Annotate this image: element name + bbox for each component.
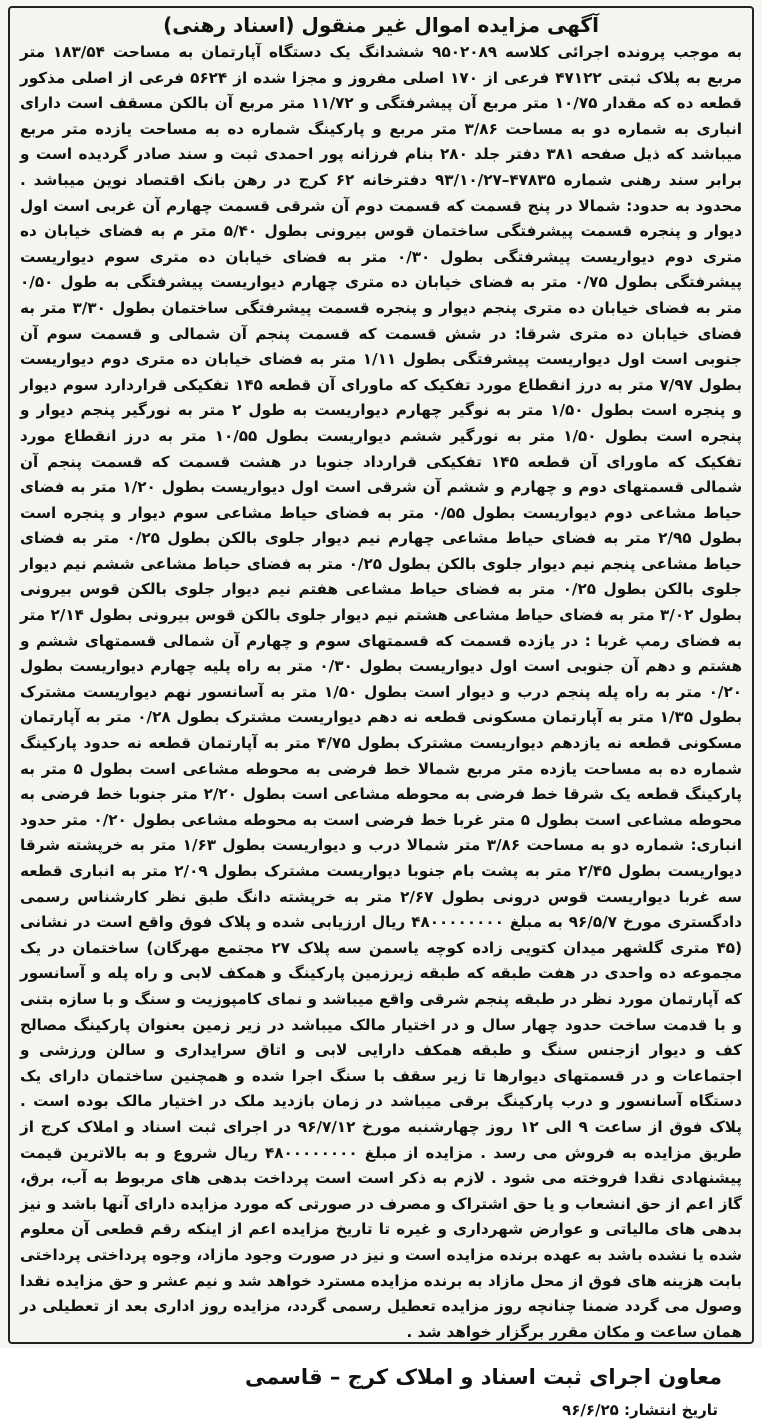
notice-title: آگهی مزایده اموال غیر منقول (اسناد رهنی) [163,13,599,37]
notice-body: به موجب پرونده اجرائی کلاسه ۹۵۰۲۰۸۹ ششدانگ یک دستگاه آپارتمان به مساحت ۱۸۳/۵۴ متر مربع به پلاک ثبتی ۴۷۱۲۲ فرعی از ۱۷۰ اصلی مفروز و مجزا شده از ۵۶۲۴ فرعی از اصلی مذکور قطعه ده که مقدار ۱۰/۷۵ متر مربع آن پیشرفتگی و ۱۱/۷۲ متر مربع آن بالکن مسقف است دارای انباری به شماره دو به مساحت ۳/۸۶ متر مربع و پارکینگ شماره ده به مساحت یازده متر مربع میباشد که ذیل صفحه ۳۸۱ دفتر جلد ۲۸۰ بنام فرزانه پور احمدی ثبت و سند صادر گردیده است و برابر سند رهنی شماره ۴۷۸۳۵–۹۳/۱۰/۲۷ دفترخانه ۶۲ کرج در رهن بانک اقتصاد نوین میباشد . محدود به حدود: شمالا در پنج قسمت که قسمت دوم آن شرقی قسمت چهارم آن غربی است اول دیوار و پنجره قسمت پیشرفتگی ساختمان قوس بیرونی بطول ۵/۴۰ متر م به فضای خیابان ده متری دوم دیواریست پیشرفتگی بطول ۰/۳۰ متر به فضای خیابان ده متری سوم دیواریست پیشرفتگی بطول ۰/۷۵ متر به فضای خیابان ده متری چهارم دیواریست پیشرفتگی به طول ۰/۵۰ متر به فضای خیابان ده متری پنجم دیوار و پنجره قسمت پیشرفتگی ساختمان بطول ۳/۳۰ متر به فضای خیابان ده متری شرقا: در شش قسمت که قسمت پنجم آن شمالی و قسمت سوم آن جنوبی است اول دیواریست پیشرفتگی بطول ۱/۱۱ متر به فضای خیابان ده متری دوم دیواریست بطول ۷/۹۷ متر به درز انقطاع مورد تفکیک که ماورای آن قطعه ۱۴۵ تفکیکی قراردارد سوم دیوار و پنجره است بطول ۱/۵۰ متر به نوگیر چهارم دیواریست به طول ۲ متر به نورگیر پنجم دیوار و پنجره است بطول ۱/۵۰ متر به نورگیر ششم دیواریست بطول ۱۰/۵۵ متر به درز انقطاع مورد تفکیک که ماورای آن قطعه ۱۴۵ تفکیکی قرارداد جنوبا در هشت قسمت که قسمت پنجم آن شمالی قسمتهای دوم و چهارم و ششم آن شرقی است اول دیواریست بطول ۱/۲۰ متر به فضای حیاط مشاعی دوم دیواریست بطول ۰/۵۵ متر به فضای حیاط مشاعی سوم دیوار و پنجره است بطول ۲/۹۵ متر به فضای حیاط مشاعی چهارم نیم دیوار جلوی بالکن بطول ۰/۲۵ متر به فضای حیاط مشاعی پنجم نیم دیوار جلوی بالکن بطول ۰/۲۵ متر به فضای حیاط مشاعی ششم نیم دیوار جلوی بالکن بطول ۰/۲۵ متر به فضای حیاط مشاعی هفتم نیم دیوار جلوی بالکن قوس بیرونی بطول ۳/۰۲ متر به فضای حیاط مشاعی هشتم نیم دیوار جلوی بالکن قوس بیرونی بطول ۲/۱۴ متر به فضای رمپ غربا : در یازده قسمت که قسمتهای سوم و چهارم آن شمالی قسمتهای ششم و هشتم و دهم آن جنوبی است اول دیواریست بطول ۰/۳۰ متر به راه پلیه چهارم دیواریست بطول ۰/۲۰ متر به راه پله پنجم درب و دیوار است بطول ۱/۵۰ متر به آسانسور نهم دیواریست مشترک بطول ۱/۳۵ متر به آپارتمان مسکونی قطعه نه دهم دیواریست مشترک بطول ۰/۲۸ متر به آپارتمان مسکونی قطعه نه یازدهم دیواریست مشترک بطول ۴/۷۵ متر به آپارتمان قطعه نه حدود پارکینگ شماره ده به مساحت یازده متر مربع شمالا خط فرضی به محوطه مشاعی است بطول ۵ متر به پارکینگ قطعه یک شرقا خط فرضی به محوطه مشاعی است بطول ۲/۲۰ متر جنوبا خط فرضی به محوطه مشاعی است بطول ۵ متر غربا خط فرضی است به محوطه مشاعی بطول ۰/۲۰ متر حدود انباری: شماره دو به مساحت ۳/۸۶ متر شمالا درب و دیواریست بطول ۱/۶۳ متر به خرپشته شرقا دیواریست بطول ۲/۴۵ متر به پشت بام جنوبا دیواریست مشترک بطول ۲/۰۹ متر به انباری قطعه سه غربا دیواریست قوس درونی بطول ۲/۶۷ متر به خرپشته دانگ طبق نظر کارشناس رسمی دادگستری مورخ ۹۶/۵/۷ به مبلغ ۴۸۰۰۰۰۰۰۰۰ ریال ارزیابی شده و پلاک فوق واقع است در نشانی (۴۵ متری گلشهر میدان کتویی زاده کوچه یاسمن سه پلاک ۲۷ مجتمع مهرگان) ساختمان در یک مجموعه ده واحدی در هفت طبقه که طبقه زیرزمین پارکینگ و همکف لابی و راه پله و آسانسور که آپارتمان مورد نظر در طبقه پنجم شرقی واقع میباشد و نمای کامپوزیت و سنگ و با سازه بتنی و با قدمت ساخت حدود چهار سال و در اختیار مالک میباشد در زیر زمین بعنوان پارکینگ مصالح کف و دیوار ازجنس سنگ و طبقه همکف دارایی لابی و اتاق سرایداری و سالن ورزشی و اجتماعات و در قسمتهای دیوارها تا زیر سقف با سنگ اجرا شده و همچنین ساختمان دارای یک دستگاه آسانسور و درب پارکینگ برقی میباشد در زمان بازدید ملک در اختیار مالک بوده است . پلاک فوق از ساعت ۹ الی ۱۲ روز چهارشنبه مورخ ۹۶/۷/۱۲ در اجرای ثبت اسناد و املاک کرج از طریق مزایده به فروش می رسد . مزایده از مبلغ ۴۸۰۰۰۰۰۰۰۰ ریال شروع و به بالاترین قیمت پیشنهادی نقدا فروخته می شود . لازم به ذکر است است پرداخت بدهی های مربوط به آب، برق، گاز اعم از حق انشعاب و یا حق اشتراک و مصرف در صورتی که مورد مزایده دارای آنها باشد و نیز بدهی های مالیاتی و عوارض شهرداری و غیره تا تاریخ مزایده اعم از اینکه رقم قطعی آن معلوم شده یا نشده باشد به عهده برنده مزایده است و نیز در صورت وجود مازاد، وجوه پرداختی پرداختی بابت هزینه های فوق از محل مازاد به برنده مزایده مسترد خواهد شد و نیم عشر و حق مزایده نقدا وصول می گردد ضمنا چنانچه روز مزایده تعطیل رسمی گردد، مزایده روز اداری بعد از تعطیلی در همان ساعت و مکان مقرر برگزار خواهد شد . [20,43,743,1341]
publish-date: تاریخ انتشار: ۹۶/۶/۲۵ [562,1401,718,1420]
notice-signature: معاون اجرای ثبت اسناد و املاک کرج – قاسمی [244,1365,722,1390]
notice-frame [8,6,754,1420]
